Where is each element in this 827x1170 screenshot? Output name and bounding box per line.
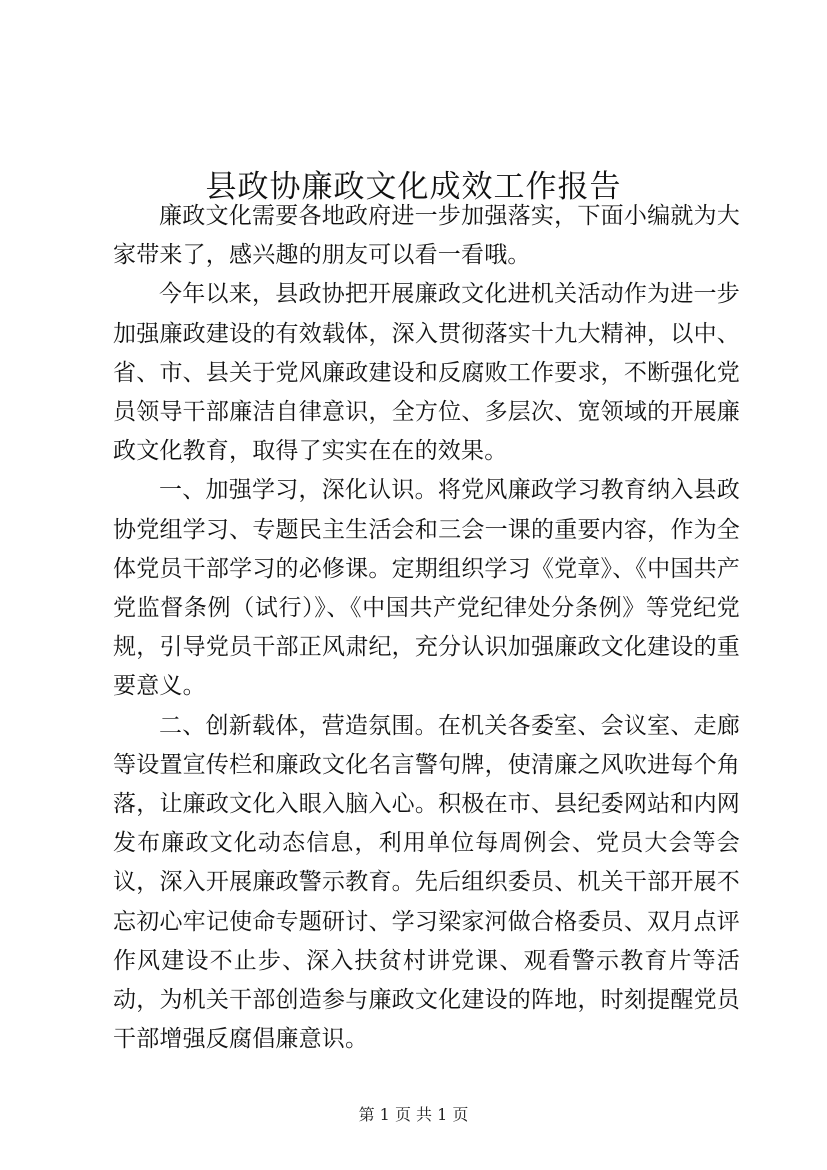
overview-paragraph: 今年以来，县政协把开展廉政文化进机关活动作为进一步加强廉政建设的有效载体，深入贯彻落实十九大精神，以中、省、市、县关于党风廉政建设和反腐败工作要求，不断强化党员领导干部廉洁自律意识，全方位、多层次、宽领域的开展廉政文化教育，取得了实实在在的效果。	[113, 281, 740, 465]
document-title: 县政协廉政文化成效工作报告	[205, 168, 622, 205]
document-body	[113, 197, 740, 1059]
section-two-paragraph: 二、创新载体，营造氛围。在机关各委室、会议室、走廊等设置宣传栏和廉政文化名言警句牌，使清廉之风吹进每个角落，让廉政文化入眼入脑入心。积极在市、县纪委网站和内网发布廉政文化动态信息，利用单位每周例会、党员大会等会议，深入开展廉政警示教育。先后组织委员、机关干部开展不忘初心牢记使命专题研讨、学习梁家河做合格委员、双月点评作风建设不止步、深入扶贫村讲党课、观看警示教育片等活动，为机关干部创造参与廉政文化建设的阵地，时刻提醒党员干部增强反腐倡廉意识。	[113, 712, 740, 1053]
intro-paragraph: 廉政文化需要各地政府进一步加强落实，下面小编就为大家带来了，感兴趣的朋友可以看一看哦。	[113, 203, 740, 269]
section-one-paragraph: 一、加强学习，深化认识。将党风廉政学习教育纳入县政协党组学习、专题民主生活会和三会一课的重要内容，作为全体党员干部学习的必修课。定期组织学习《党章》、《中国共产党监督条例（试行）》、《中国共产党纪律处分条例》等党纪党规，引导党员干部正风肃纪，充分认识加强廉政文化建设的重要意义。	[113, 477, 740, 700]
page-footer: 第 1 页 共 1 页	[358, 1105, 469, 1124]
